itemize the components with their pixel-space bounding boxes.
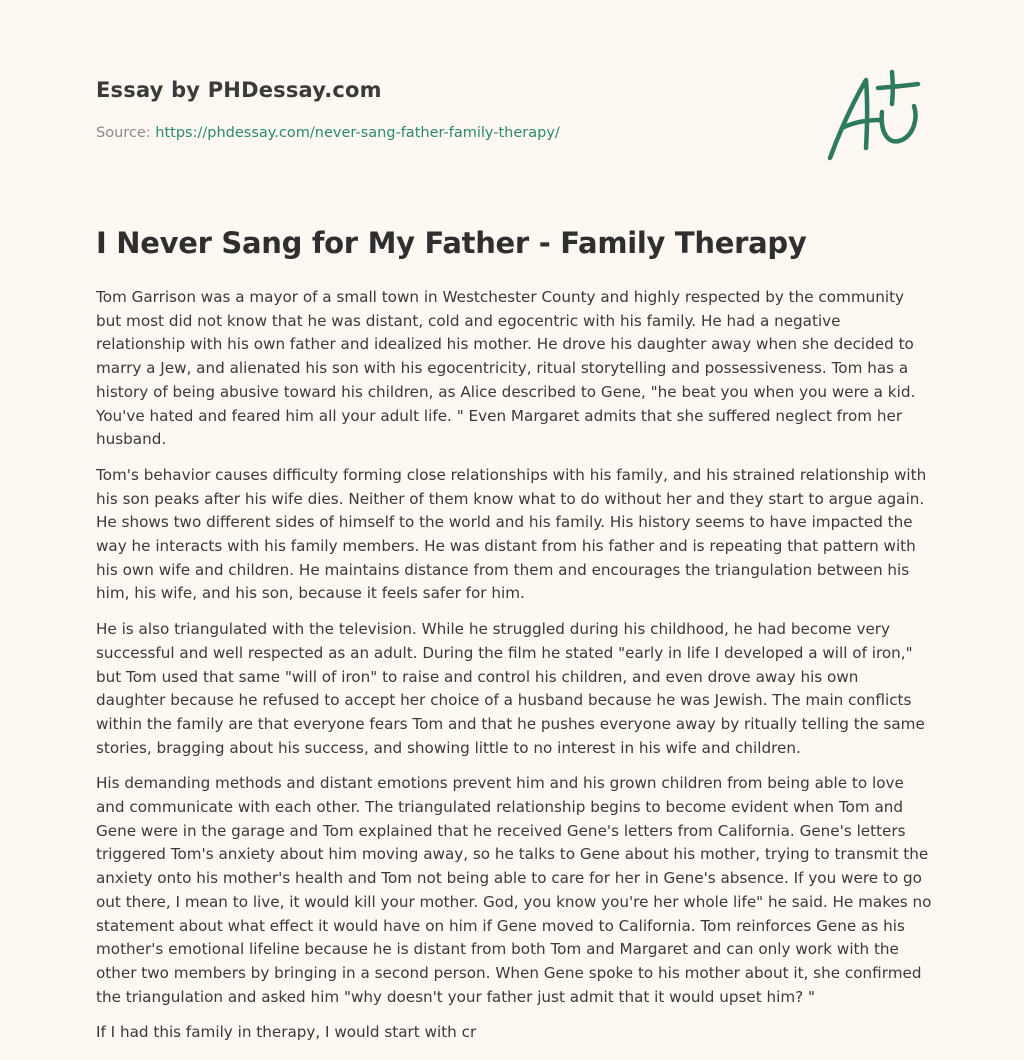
essay-title: I Never Sang for My Father - Family Therapy <box>96 226 807 260</box>
essay-paragraph: If I had this family in therapy, I would start with cr <box>96 1023 477 1042</box>
essay-paragraph: Tom's behavior causes difficulty forming close relationships with his family, and his strained relationship with his son peaks after his wife dies. Neither of them know what to do without her and they start to argue again. He shows two different sides of himself to the world and his family. His history seems to have impacted the way he interacts with his family members. He was distant from his father and is repeating that pattern with his own wife and children. He maintains distance from them and encourages the triangulation between his him, his wife, and his son, because it feels safer for him. <box>96 465 927 603</box>
site-brand: Essay by PHDessay.com <box>96 78 382 102</box>
source-link[interactable]: https://phdessay.com/never-sang-father-family-therapy/ <box>155 125 560 141</box>
essay-paragraph: He is also triangulated with the television. While he struggled during his childhood, he had become very successful and well respected as an adult. During the film he stated "early in life I developed a will of iron," but Tom used that same "will of iron" to raise and control his children, and even drove away his own daughter because he refused to accept her choice of a husband because he was Jewish. The main conflicts within the family are that everyone fears Tom and that he pushes everyone away by ritually telling the same stories, bragging about his success, and showing little to no interest in his wife and children. <box>96 620 925 757</box>
source-line <box>96 125 560 141</box>
essay-paragraph: Tom Garrison was a mayor of a small town in Westchester County and highly respected by the community but most did not know that he was distant, cold and egocentric with his family. He had a negative relationship with his own father and idealized his mother. He drove his daughter away when she decided to marry a Jew, and alienated his son with his egocentricity, ritual storytelling and possessiveness. Tom has a history of being abusive toward his children, as Alice described to Gene, "he beat you when you were a kid. You've hated and feared him all your adult life. " Even Margaret admits that she suffered neglect from her husband. <box>96 288 916 449</box>
a-plus-logo-icon <box>822 66 932 166</box>
essay-paragraph: His demanding methods and distant emotions prevent him and his grown children from being able to love and communicate with each other. The triangulated relationship begins to become evident when Tom and Gene were in the garage and Tom explained that he received Gene's letters from California. Gene's letters triggered Tom's anxiety about him moving away, so he talks to Gene about his mother, trying to transmit the anxiety onto his mother's health and Tom not being able to care for her in Gene's absence. If you were to go out there, I mean to live, it would kill your mother. God, you know you're her whole life" he said. He makes no statement about what effect it would have on him if Gene moved to California. Tom reinforces Gene as his mother's emotional lifeline because he is distant from both Tom and Margaret and can only work with the other two members by bringing in a second person. When Gene spoke to his mother about it, she confirmed the triangulation and asked him "why doesn't your father just admit that it would upset him? " <box>96 774 932 1006</box>
essay-body <box>96 286 932 1057</box>
source-label: Source: <box>96 125 156 141</box>
